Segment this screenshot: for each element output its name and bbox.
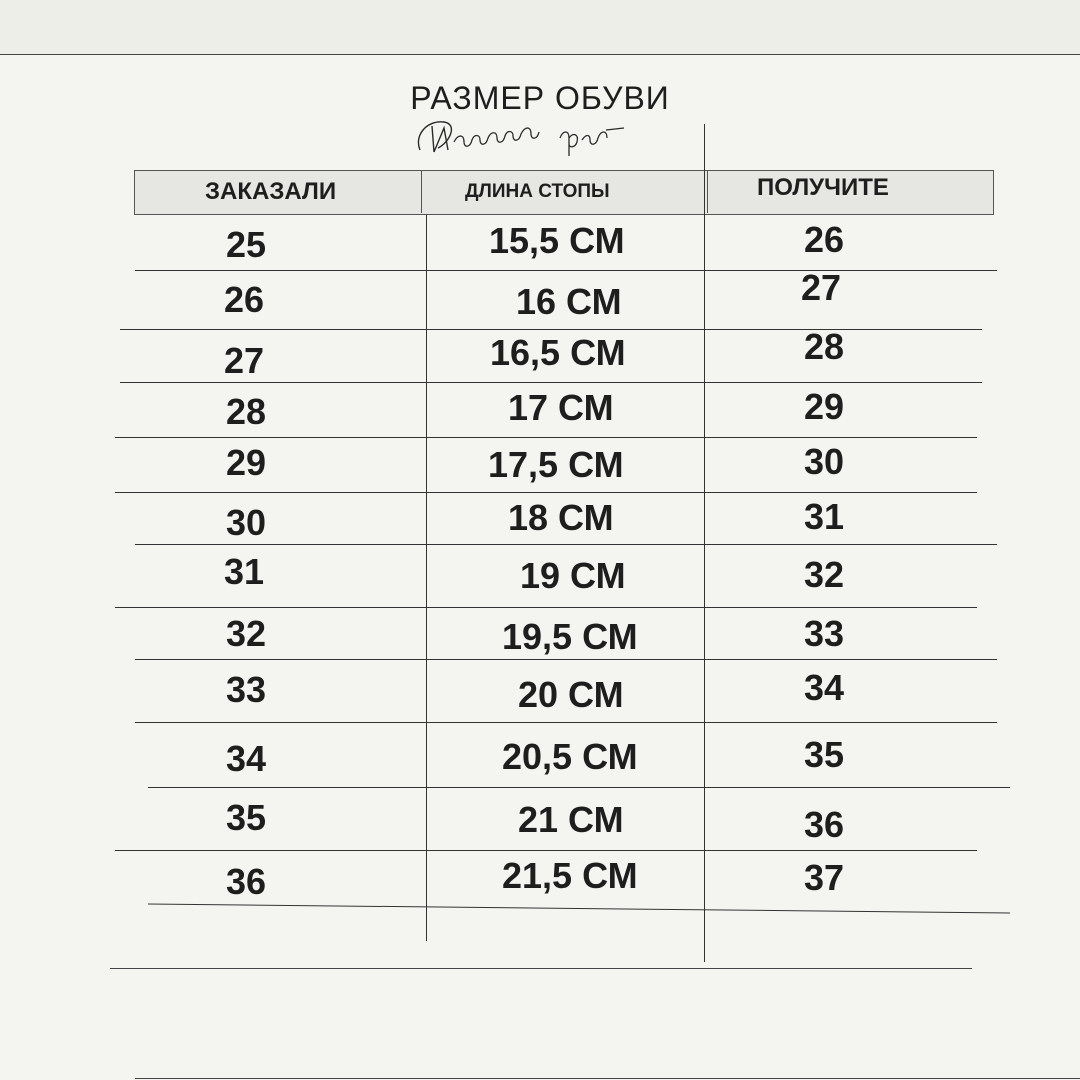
receive-size-cell: 30	[804, 441, 845, 482]
row-divider	[115, 492, 977, 493]
column-header-foot-length: ДЛИНА СТОПЫ	[465, 181, 610, 202]
receive-size-cell: 35	[804, 734, 845, 775]
row-divider	[135, 544, 997, 545]
ordered-size-cell: 35	[226, 797, 267, 838]
row-divider	[115, 437, 977, 438]
ordered-size-cell: 32	[226, 613, 267, 654]
column-header-ordered: ЗАКАЗАЛИ	[205, 178, 337, 205]
receive-size-cell: 27	[801, 267, 842, 308]
row-divider	[115, 850, 977, 851]
ordered-size-cell: 29	[226, 442, 267, 483]
header-divider	[421, 171, 422, 213]
ordered-size-cell: 27	[224, 340, 265, 381]
column-divider	[426, 215, 427, 941]
ordered-size-cell: 34	[226, 738, 267, 779]
ordered-size-cell: 33	[226, 669, 267, 710]
footer-rule	[110, 968, 972, 969]
ordered-size-cell: 25	[226, 224, 267, 265]
row-divider	[120, 329, 982, 330]
receive-size-cell: 26	[804, 219, 845, 260]
top-bar	[0, 0, 1080, 55]
row-divider	[135, 270, 997, 271]
ordered-size-cell: 28	[226, 391, 267, 432]
header-divider	[707, 171, 708, 213]
foot-length-cell: 15,5 СМ	[489, 220, 625, 261]
receive-size-cell: 29	[804, 386, 845, 427]
footer-rule	[135, 1078, 1080, 1079]
table-header	[134, 170, 994, 215]
row-divider	[120, 382, 982, 383]
receive-size-cell: 34	[804, 667, 845, 708]
foot-length-cell: 17 СМ	[508, 387, 614, 428]
foot-length-cell: 19 СМ	[520, 555, 626, 596]
foot-length-cell: 20,5 СМ	[502, 736, 638, 777]
receive-size-cell: 32	[804, 554, 845, 595]
ordered-size-cell: 36	[226, 861, 267, 902]
receive-size-cell: 33	[804, 613, 845, 654]
ordered-size-cell: 26	[224, 279, 265, 320]
page-title: РАЗМЕР ОБУВИ	[410, 80, 670, 116]
column-header-receive: ПОЛУЧИТЕ	[757, 174, 889, 201]
receive-size-cell: 36	[804, 804, 845, 845]
foot-length-cell: 20 СМ	[518, 674, 624, 715]
ordered-size-cell: 30	[226, 502, 267, 543]
brand-signature	[410, 112, 630, 162]
foot-length-cell: 21,5 СМ	[502, 855, 638, 896]
receive-size-cell: 37	[804, 857, 845, 898]
row-divider	[115, 607, 977, 608]
foot-length-cell: 19,5 СМ	[502, 616, 638, 657]
column-divider	[704, 124, 705, 962]
foot-length-cell: 17,5 СМ	[488, 444, 624, 485]
foot-length-cell: 16,5 СМ	[490, 332, 626, 373]
receive-size-cell: 31	[804, 496, 845, 537]
ordered-size-cell: 31	[224, 551, 265, 592]
row-divider	[135, 722, 997, 723]
row-divider	[148, 787, 1010, 788]
row-divider	[135, 659, 997, 660]
foot-length-cell: 21 СМ	[518, 799, 624, 840]
receive-size-cell: 28	[804, 326, 845, 367]
foot-length-cell: 16 СМ	[516, 281, 622, 322]
foot-length-cell: 18 СМ	[508, 497, 614, 538]
